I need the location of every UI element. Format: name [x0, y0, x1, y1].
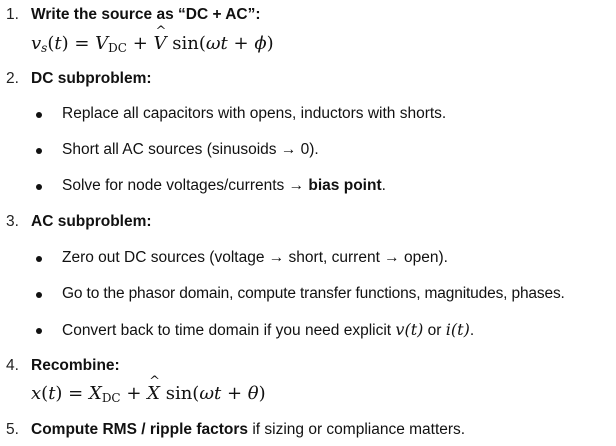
step-number: 2. [6, 70, 19, 87]
bullet-tail: . [469, 322, 475, 339]
bullet-text: Zero out DC sources (voltage → short, current → open). [62, 249, 448, 266]
bullet-item [62, 320, 474, 340]
bullet-dot [36, 256, 42, 262]
recombine-formula: $x(t) = X_{DC}$ + ^ X sin(ωt + θ) [31, 383, 266, 405]
bullet-dot [36, 292, 42, 298]
bullet-tail: . [381, 177, 386, 194]
bullet-text: Replace all capacitors with opens, inductors with shorts. [62, 105, 447, 122]
bullet-text: Short all AC sources (sinusoids → 0). [62, 141, 319, 158]
step-number: 1. [6, 6, 19, 23]
step-5-line [31, 421, 465, 439]
bullet-dot [36, 148, 42, 154]
source-formula: $v_s(t) = V_{DC}$ + ^ V sin(ωt + ϕ) [31, 33, 274, 55]
bullet-dot [36, 328, 42, 334]
bullet-text: Convert back to time domain if you need explicit [62, 322, 396, 339]
bullet-text: Go to the phasor domain, compute transfer functions, magnitudes, phases. [62, 285, 565, 302]
math-i-of-t: i(t) [445, 320, 470, 339]
step-tail: if sizing or compliance matters. [248, 421, 466, 438]
bullet-mid: or [423, 322, 446, 339]
step-heading: Write the source as “DC + AC”: [31, 6, 261, 23]
step-number: 3. [6, 213, 19, 230]
bullet-item [62, 177, 386, 195]
step-heading: Compute RMS / ripple factors [31, 421, 249, 438]
step-heading: Recombine: [31, 357, 120, 374]
step-heading: AC subproblem: [31, 213, 152, 230]
bullet-dot [36, 184, 42, 190]
step-number: 4. [6, 357, 19, 374]
step-heading: DC subproblem: [31, 70, 152, 87]
math-v-of-t: v(t) [395, 320, 424, 339]
bullet-text: Solve for node voltages/currents → [62, 177, 309, 194]
step-number: 5. [6, 421, 19, 438]
bullet-bold-text: bias point [308, 177, 382, 194]
bullet-dot [36, 112, 42, 118]
